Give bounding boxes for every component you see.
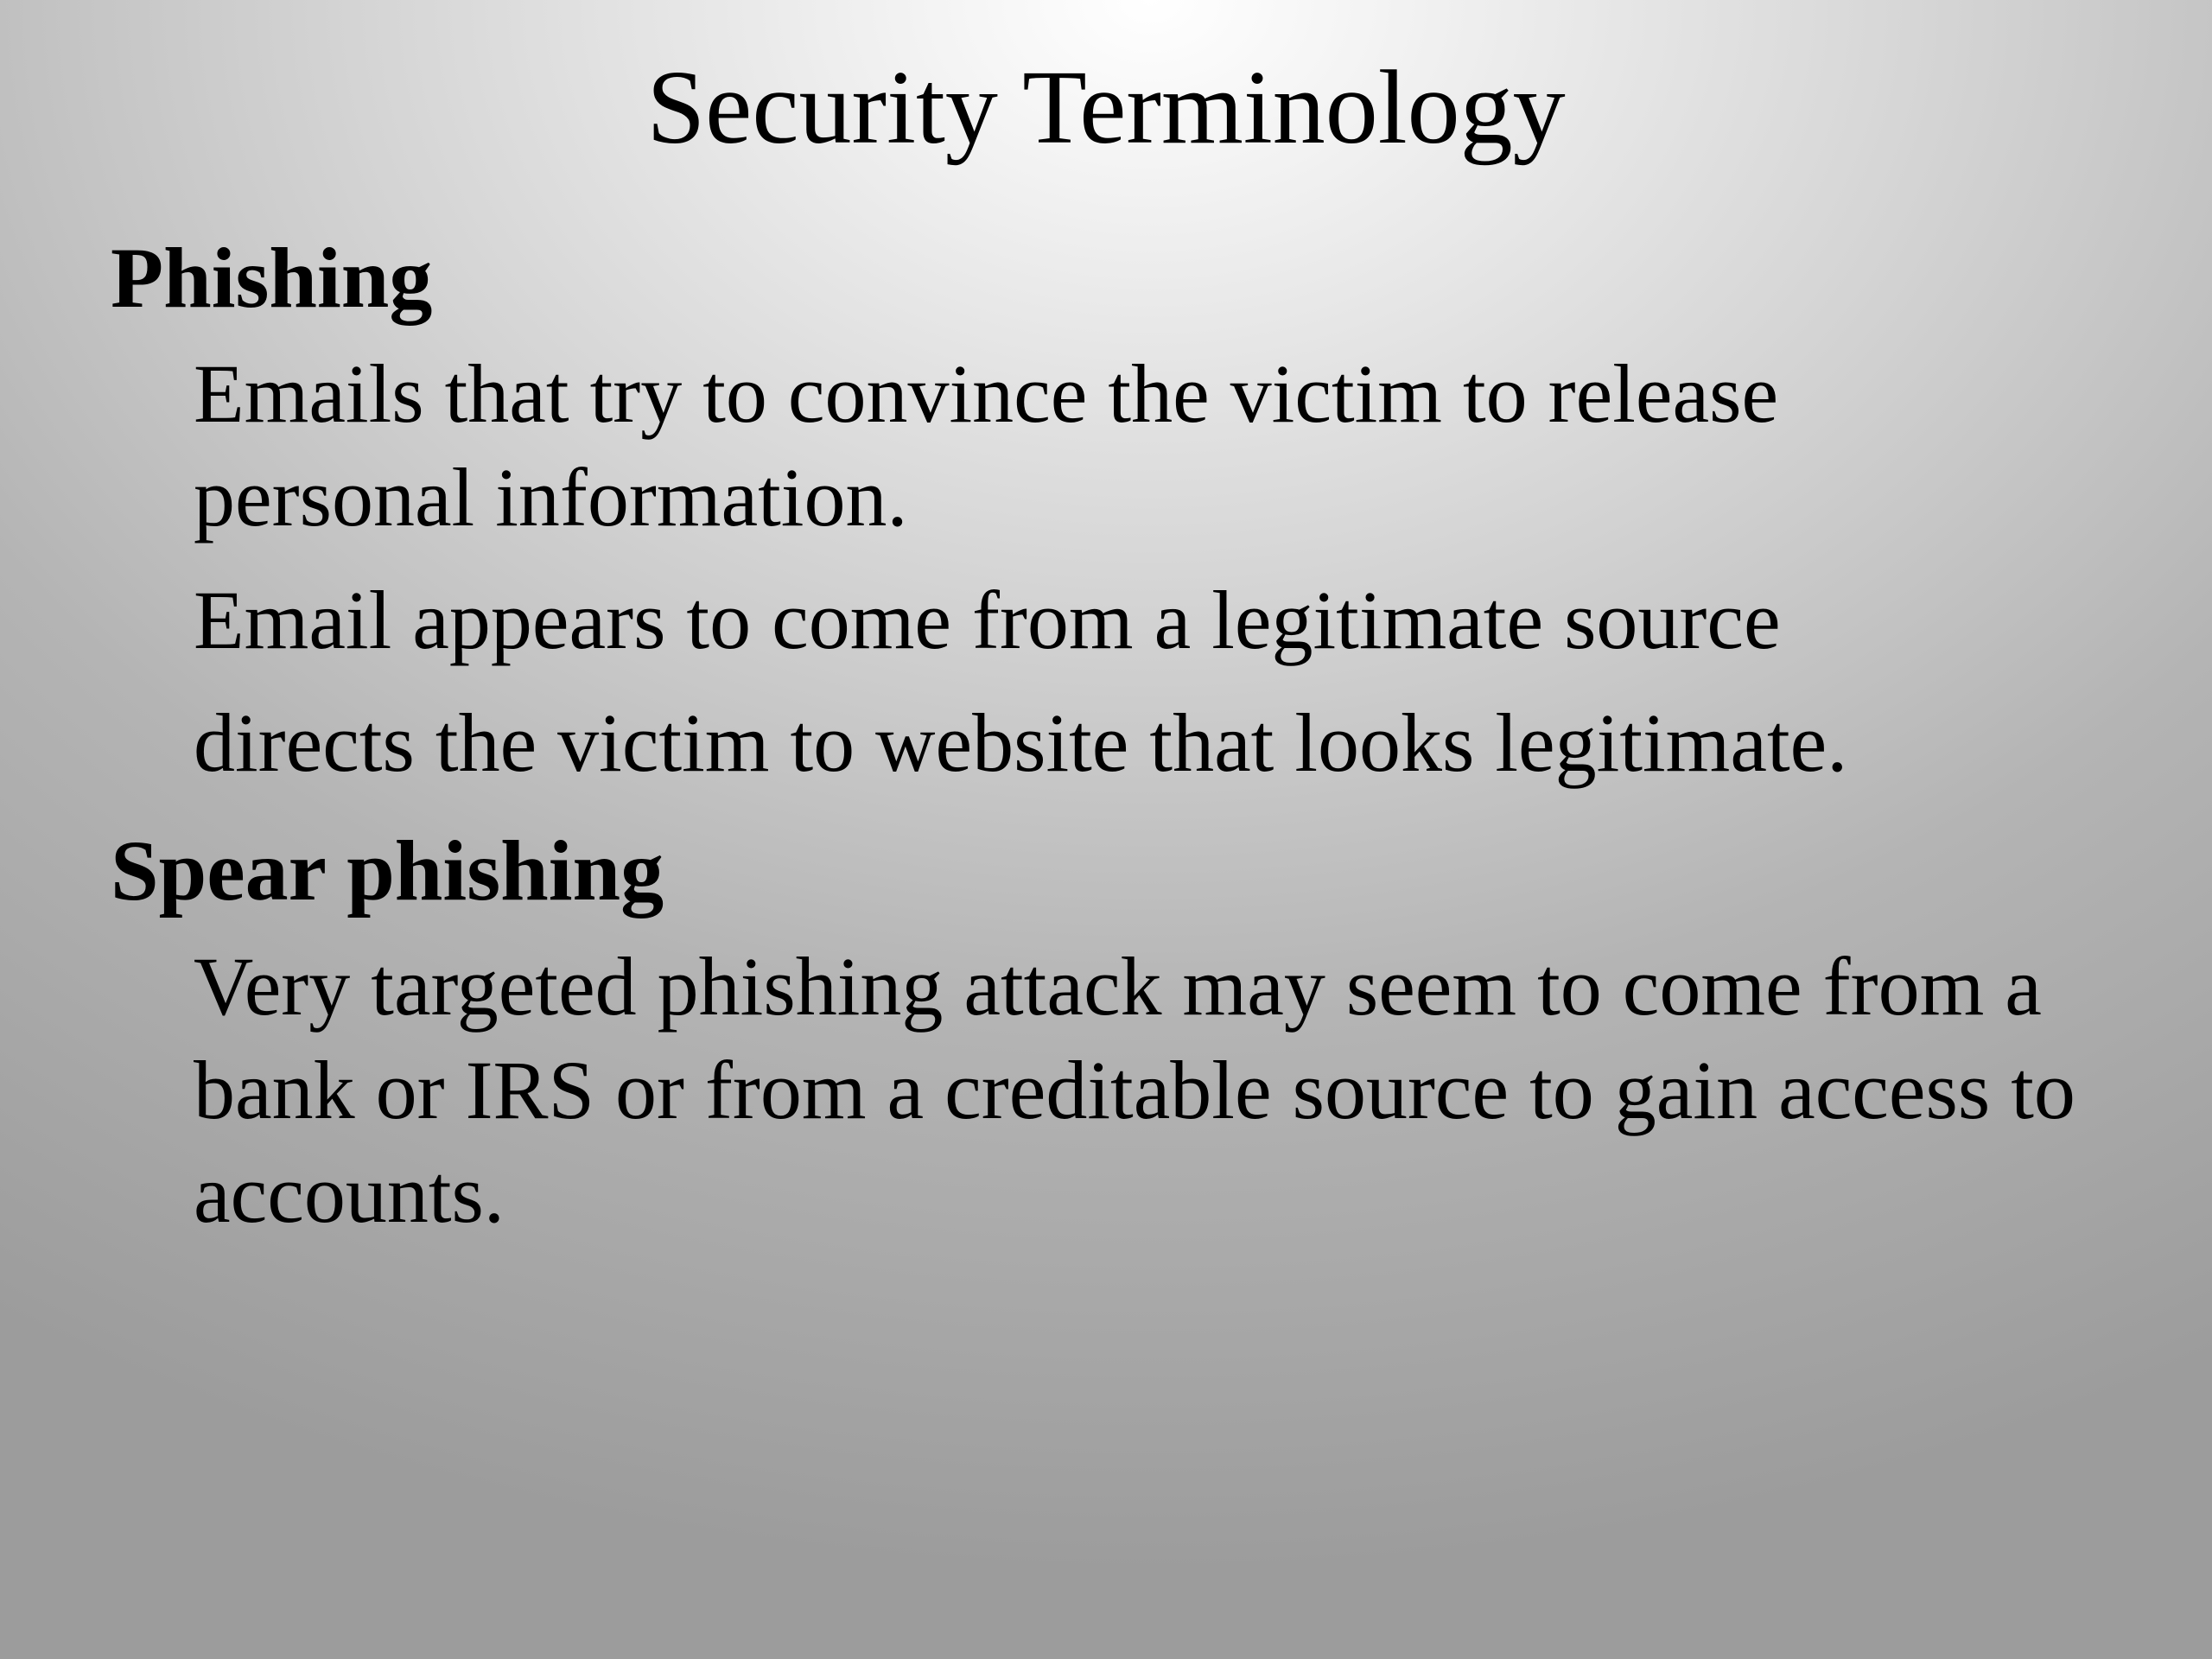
- definition-phishing-2: Email appears to come from a legitimate source: [194, 574, 1781, 666]
- slide-content: [111, 226, 2133, 1246]
- definition-phishing-3: directs the victim to website that looks legitimate.: [194, 696, 1848, 789]
- definition-phishing-1: Emails that try to convince the victim to release personal information.: [194, 347, 1779, 543]
- slide-title: Security Terminology: [646, 49, 1566, 166]
- term-spear-phishing: Spear phishing: [111, 823, 664, 918]
- definition-spear-phishing-1: Very targeted phishing attack may seem to come from a bank or IRS or from a creditable source to gain access to accounts.: [194, 940, 2075, 1240]
- term-phishing: Phishing: [111, 230, 433, 326]
